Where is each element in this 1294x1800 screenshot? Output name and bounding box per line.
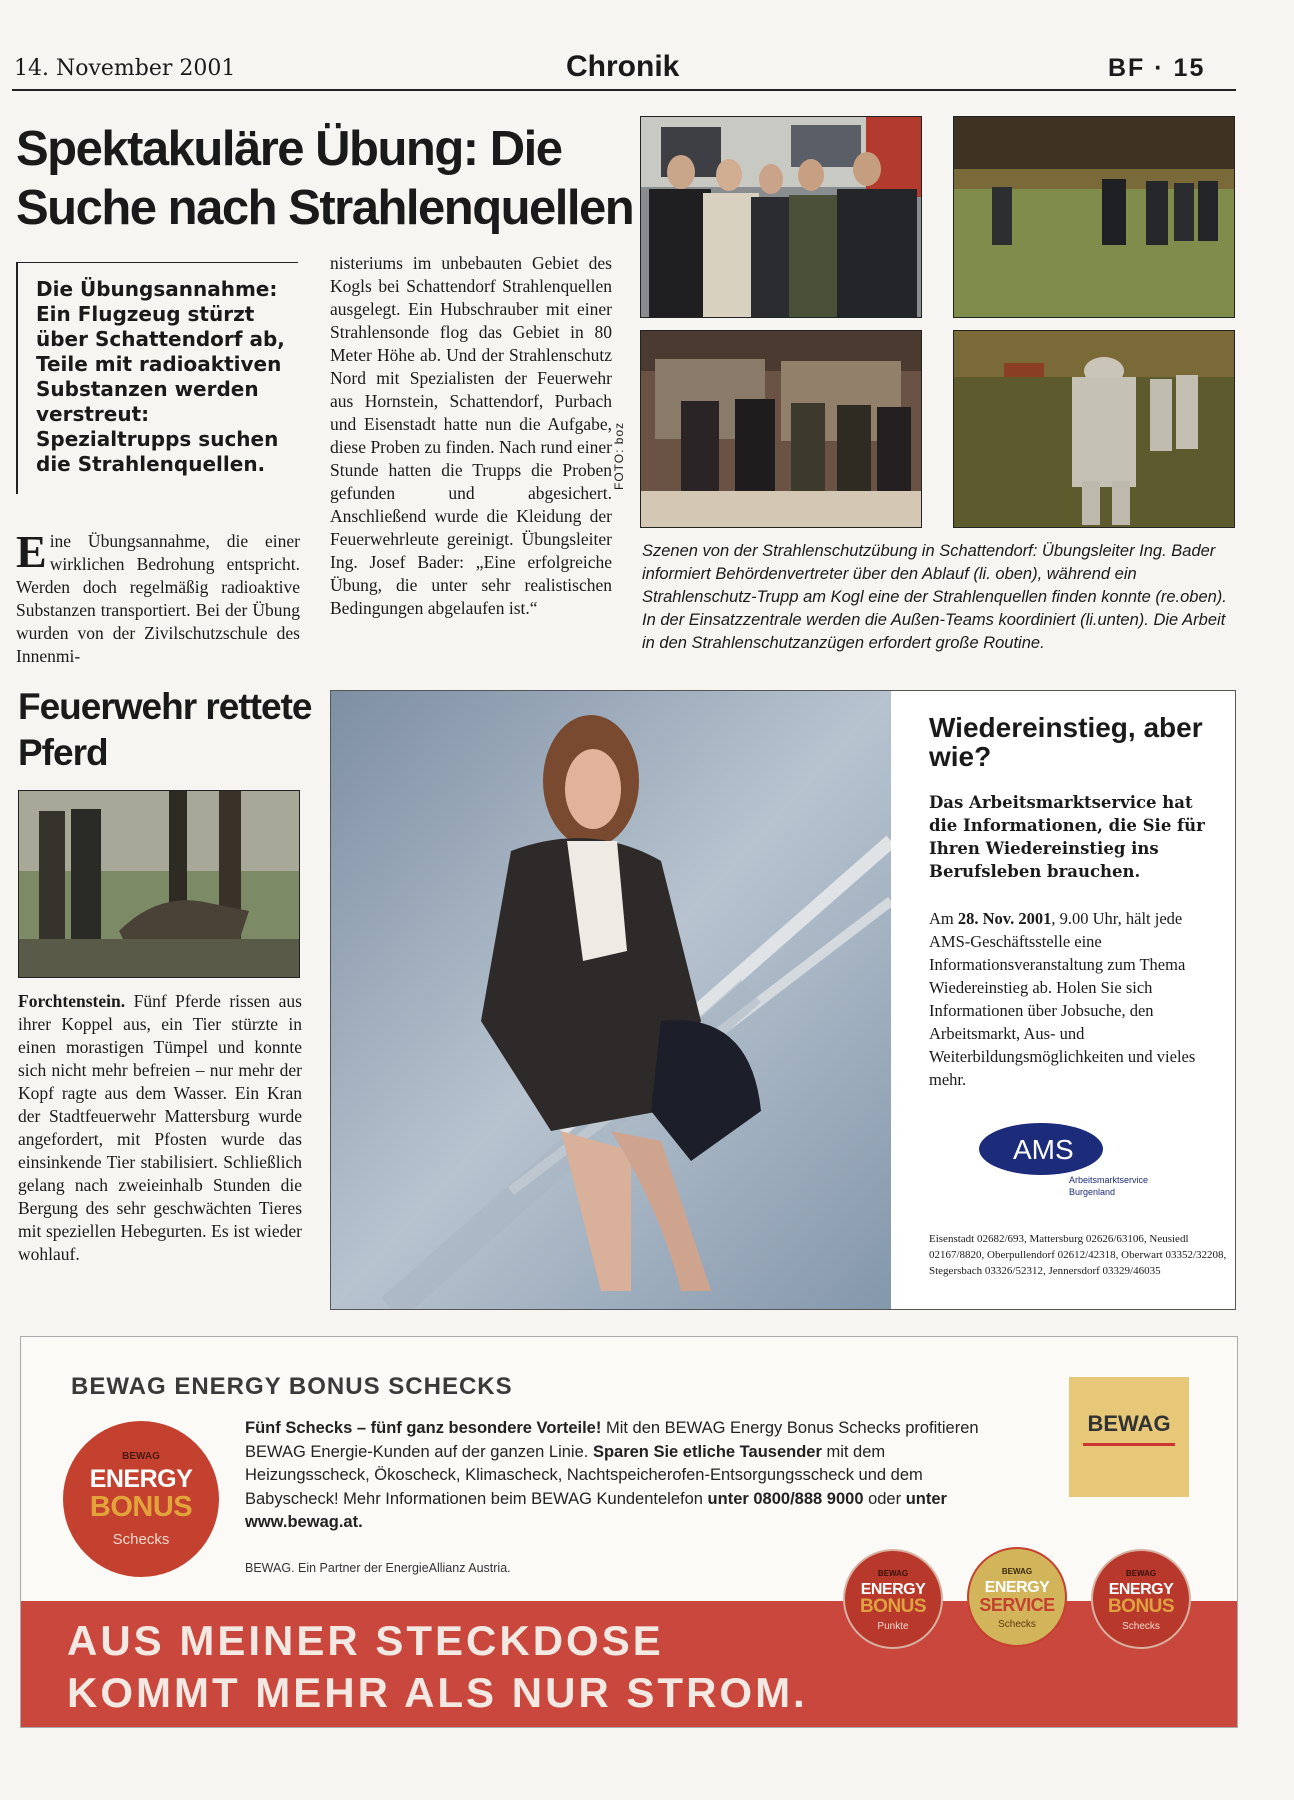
seal-a-line2: BONUS — [859, 1596, 927, 1617]
ad-title: Wiedereinstieg, aber wie? — [929, 712, 1203, 772]
ad-event-date: 28. Nov. 2001 — [957, 909, 1052, 928]
bewag-ad-text — [245, 1417, 985, 1535]
slogan-line1: AUS MEINER STECKDOSE — [67, 1617, 664, 1664]
ams-logo-sub1: Arbeitsmarktservice — [1069, 1175, 1149, 1185]
ams-logo — [979, 1121, 1179, 1201]
article-body-1: ine Übungsannahme, die einer wirklichen Bedrohung entspricht. Werden doch regelmäßig radioaktive Substanzen transportiert. Bei der Übung wurden von der Zivilschutzschule des Innenmi- — [16, 531, 300, 666]
page-number: BF · 15 — [1108, 54, 1206, 82]
ad-body — [929, 907, 1225, 1091]
bewag-logo — [1069, 1377, 1189, 1497]
seal-c-bottom: Schecks — [1122, 1621, 1160, 1632]
photo-operations-center — [640, 330, 922, 528]
seal-b-line2: SERVICE — [979, 1595, 1055, 1615]
bewag-text-mid2: mit dem Heizungsscheck, Ökoscheck, Klimascheck, Nachtspeicherofen-Entsorgungsscheck und dem Babyscheck! Mehr Informationen beim BEWAG Kundentelefon — [245, 1442, 923, 1508]
seal-bottom: Schecks — [112, 1531, 170, 1548]
dropcap: E — [16, 526, 47, 577]
energy-bonus-schecks-seal — [1091, 1549, 1191, 1649]
slogan — [67, 1615, 808, 1719]
article-column-2: nisteriums im unbebauten Gebiet des Kogls bei Schattendorf Strahlenquellen ausgelegt. Ein Hubschrauber mit einer Strahlensonde flog das Gebiet in 80 Meter Höhe ab. Und der Strahlenschutz Nord mit Spezialisten der Feuerwehr aus Hornstein, Schattendorf, Purbach und Eisenstadt hatte nun die Aufgabe, diese Proben zu finden. Nach rund einer Stunde hatten die Trupps die Proben gefunden und abgesichert. Anschließend wurde die Kleidung der Feuerwehrleute gereinigt. Übungsleiter Ing. Josef Bader: „Eine erfolgreiche Übung, die unter sehr realistischen Bedingungen abgelaufen ist.“ — [330, 253, 612, 618]
seal-top: BEWAG — [122, 1451, 160, 1462]
ad-body-pre: Am — [929, 909, 958, 928]
bewag-logo-text: BEWAG — [1087, 1411, 1171, 1436]
bewag-logo-stripe — [1083, 1443, 1175, 1446]
ad-body-post: , 9.00 Uhr, hält jede AMS-Geschäftsstelle eine Informationsveranstaltung zum Thema Wiedereinstieg ab. Holen Sie sich Informationen über Jobsuche, den Arbeitsmarkt, Aus- und Weiterbildungsmöglichkeiten und vieles mehr. — [929, 909, 1196, 1089]
lead-text: Die Übungsannahme: Ein Flugzeug stürzt über Schattendorf ab, Teile mit radioaktiven Substanzen werden verstreut: Spezialtrupps suchen die Strahlenquellen. — [36, 277, 285, 476]
bewag-text-mid1: Mit den BEWAG Energy Bonus Schecks profitieren BEWAG Energie-Kunden auf der ganzen Linie. — [245, 1419, 979, 1461]
energy-bonus-seal — [63, 1421, 219, 1577]
energy-service-seal — [967, 1547, 1067, 1647]
horse-article-body — [18, 990, 302, 1266]
bewag-partner: BEWAG. Ein Partner der EnergieAllianz Austria. — [245, 1561, 511, 1575]
photo-protective-suits — [953, 330, 1235, 528]
ad-intro: Das Arbeitsmarktservice hat die Informationen, die Sie für Ihren Wiedereinstieg ins Berufsleben brauchen. — [929, 793, 1205, 881]
seal-b-bottom: Schecks — [998, 1619, 1036, 1630]
seal-a-line1: ENERGY — [860, 1581, 926, 1598]
seal-b-top: BEWAG — [1001, 1567, 1033, 1576]
seal-line2: BONUS — [89, 1491, 193, 1523]
seal-c-top: BEWAG — [1125, 1569, 1157, 1578]
bewag-text-or: oder — [863, 1489, 906, 1508]
bewag-text-lead: Fünf Schecks – fünf ganz besondere Vorteile! — [245, 1419, 602, 1437]
horse-body-text: Fünf Pferde rissen aus ihrer Koppel aus, ein Tier stürzte in einen morastigen Tümpel und konnte sich nicht mehr befreien – nur mehr der Kopf ragte aus dem Wasser. Ein Kran der Stadtfeuerwehr Mattersburg wurde angefordert, mit Pfosten wurde das einsinkende Tier stabilisiert. Schließlich gelang nach zweieinhalb Stunden die Bergung des sehr geschwächten Tieres mit speziellen Hebegurten. Es ist wieder wohlauf. — [18, 991, 302, 1264]
photo-briefing — [640, 116, 922, 318]
photo-horse-rescue — [18, 790, 300, 978]
ad-contacts: Eisenstadt 02682/693, Mattersburg 02626/63106, Neusiedl 02167/8820, Oberpullendorf 02612/42318, Oberwart 03352/32208, Stegersbach 03326/52312, Jennersdorf 03329/46035 — [929, 1233, 1227, 1277]
main-headline: Spektakuläre Übung: Die Suche nach Strahlenquellen — [16, 122, 634, 235]
photo-credit: FOTO: boz — [612, 421, 626, 490]
photo-caption: Szenen von der Strahlenschutzübung in Schattendorf: Übungsleiter Ing. Bader informiert Behördenvertreter über den Ablauf (li. oben), während ein Strahlenschutz-Trupp am Kogl eine der Strahlenquellen finden konnte (re.oben). In der Einsatzzentrale werden die Außen-Teams koordiniert (li.unten). Die Arbeit in den Strahlenschutzanzügen erfordert große Routine. — [642, 542, 1227, 652]
seal-c-line1: ENERGY — [1108, 1581, 1174, 1598]
article-column-1 — [16, 526, 300, 668]
seal-line1: ENERGY — [89, 1465, 193, 1493]
bewag-advertisement — [20, 1336, 1238, 1728]
seal-a-top: BEWAG — [877, 1569, 909, 1578]
energy-bonus-punkte-seal — [843, 1549, 943, 1649]
seal-b-line1: ENERGY — [984, 1579, 1050, 1596]
slogan-line2: KOMMT MEHR ALS NUR STROM. — [67, 1669, 808, 1716]
bewag-text-bold: Sparen Sie etliche Tausender — [592, 1442, 822, 1461]
photo-field-team — [953, 116, 1235, 318]
section-title: Chronik — [566, 50, 680, 83]
ams-logo-text: AMS — [1013, 1134, 1074, 1165]
horse-place: Forchtenstein. — [18, 991, 126, 1011]
bewag-ad-title: BEWAG ENERGY BONUS SCHECKS — [71, 1373, 513, 1400]
ad-photo-woman-stairs — [331, 691, 891, 1309]
issue-date: 14. November 2001 — [14, 56, 236, 81]
ams-advertisement — [330, 690, 1236, 1310]
bewag-website: unter www.bewag.at. — [245, 1489, 947, 1531]
header-rule — [12, 89, 1236, 91]
seal-c-line2: BONUS — [1107, 1596, 1175, 1617]
lead-box — [16, 262, 298, 494]
bewag-phone: unter 0800/888 9000 — [707, 1489, 864, 1508]
horse-headline: Feuerwehr rettete Pferd — [18, 686, 312, 773]
seal-a-bottom: Punkte — [877, 1621, 909, 1632]
ams-logo-sub2: Burgenland — [1069, 1187, 1116, 1197]
